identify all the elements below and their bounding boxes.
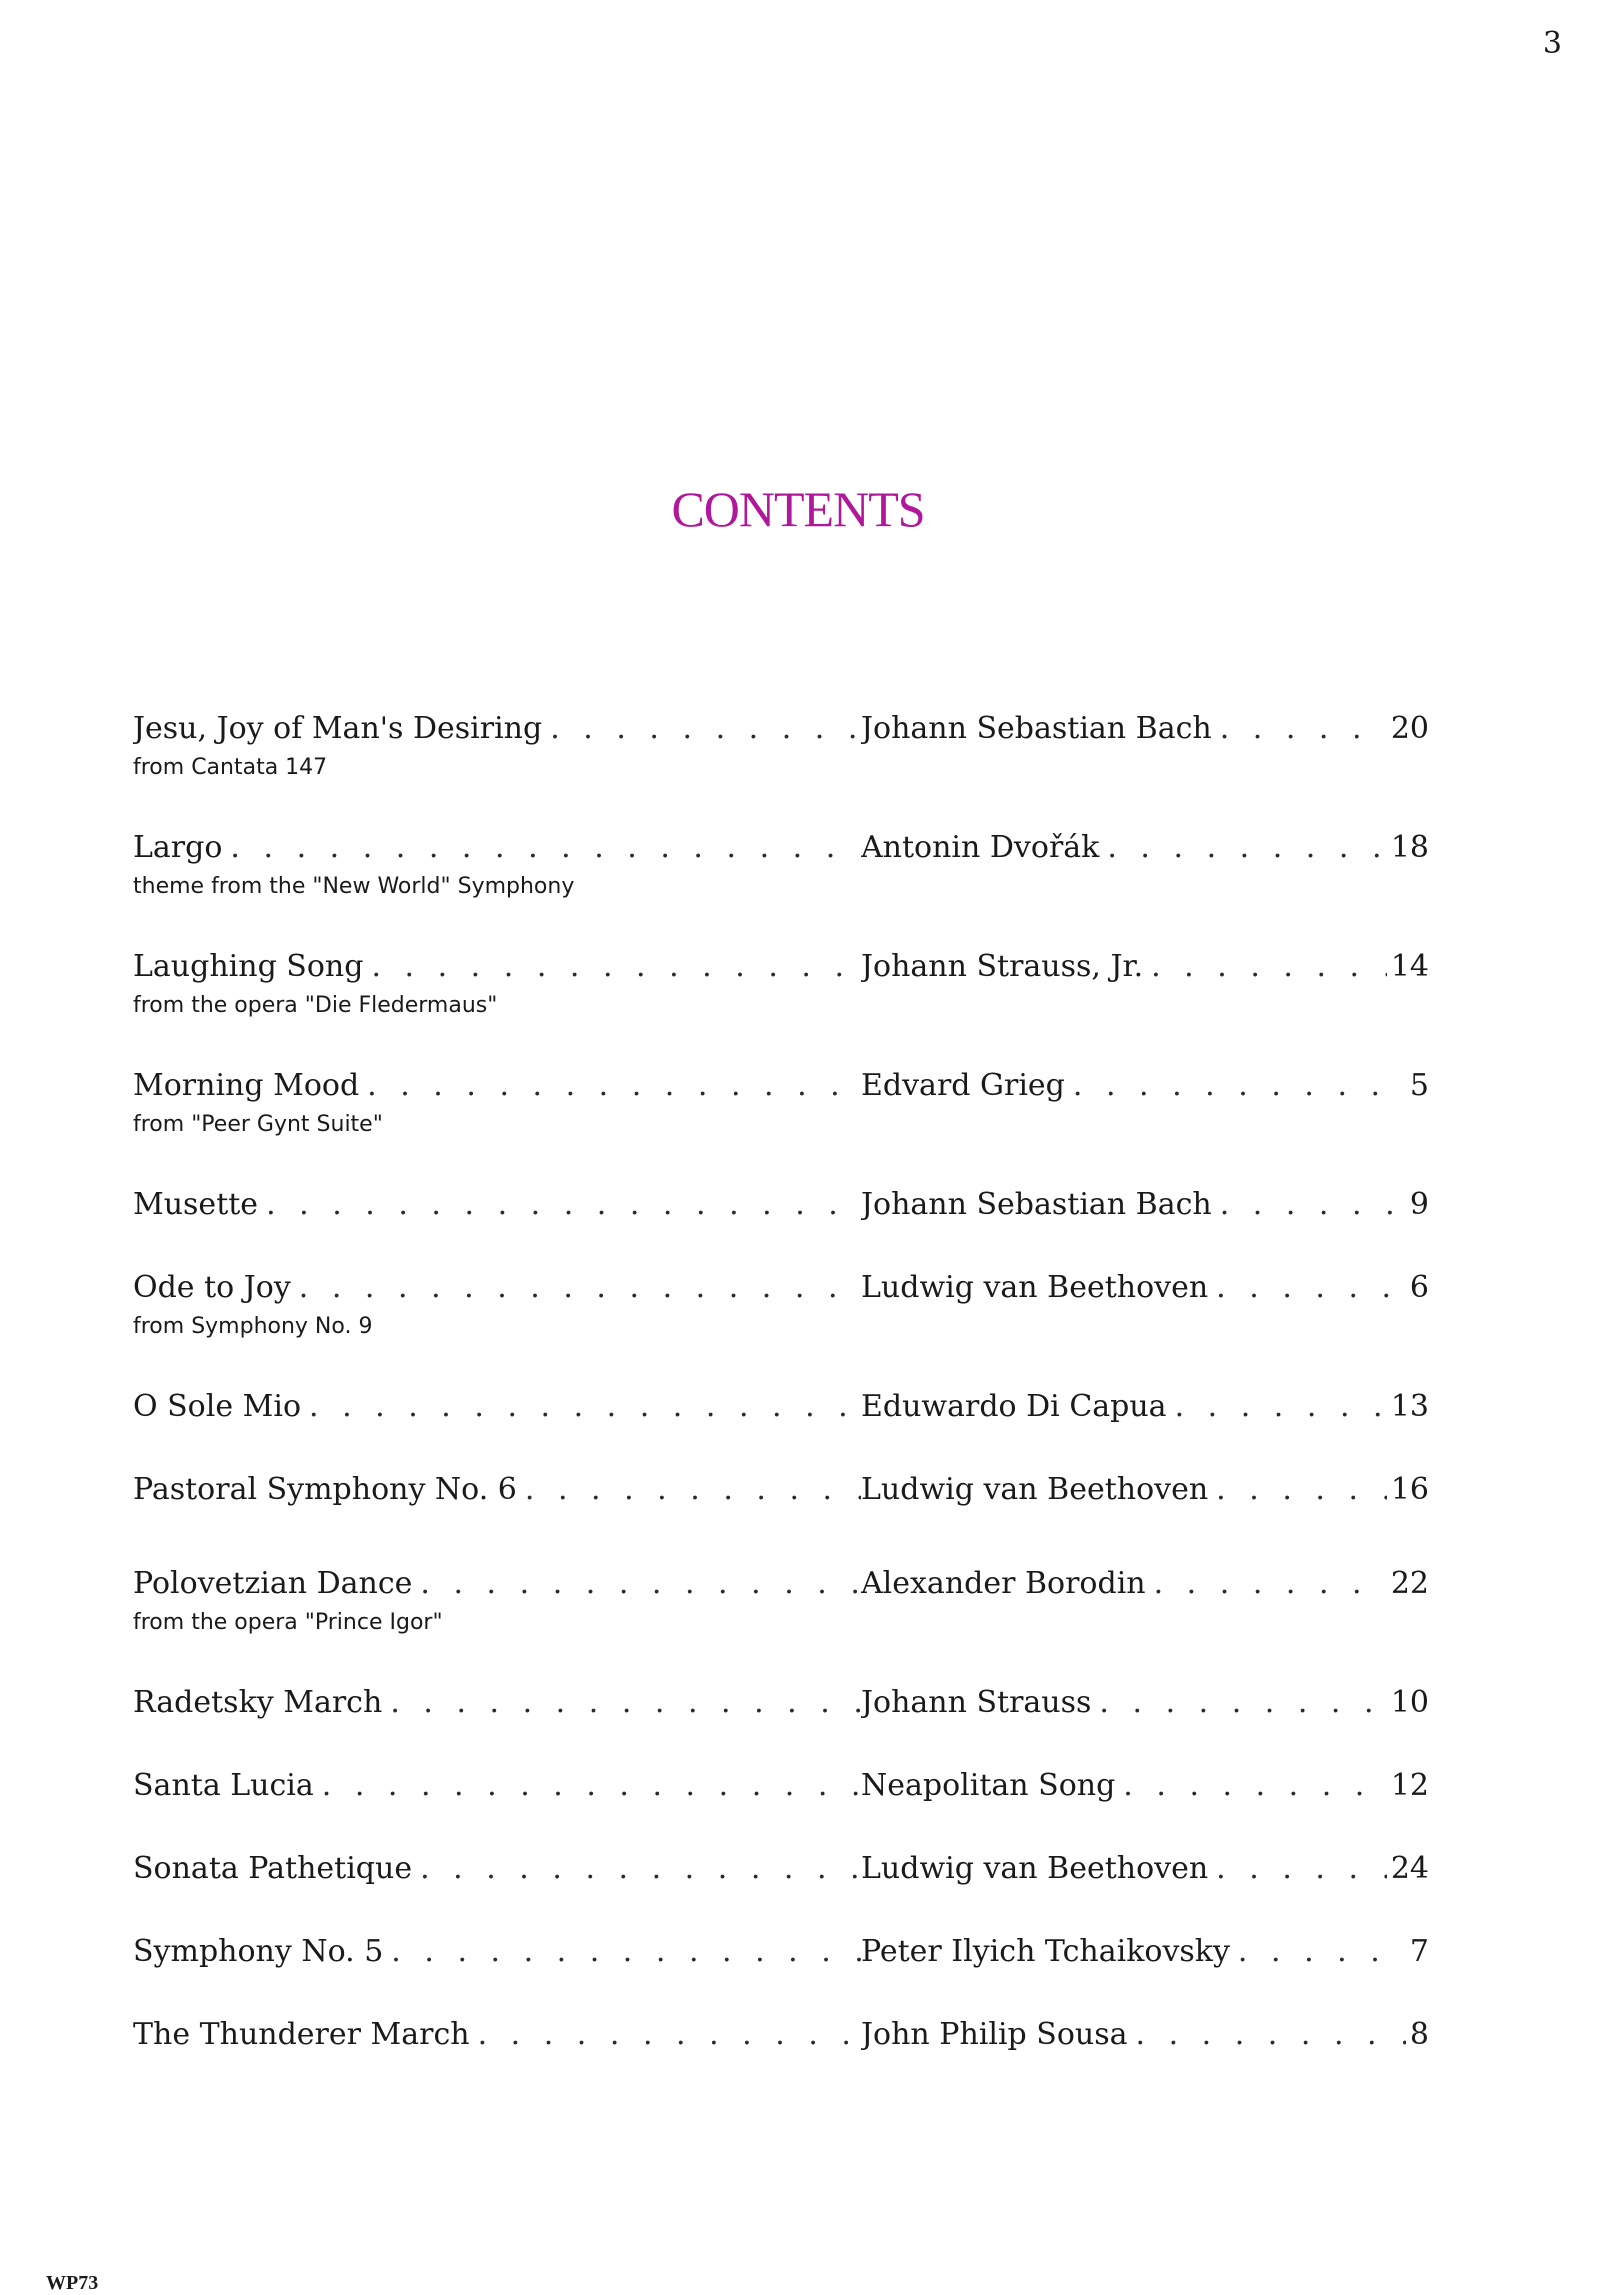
entry-subtitle: from the opera "Prince Igor" xyxy=(133,1610,443,1635)
toc-entry xyxy=(133,1683,1429,1723)
toc-entry xyxy=(133,1470,1429,1510)
dot-leader xyxy=(1216,1268,1406,1308)
entry-composer: Peter Ilyich Tchaikovsky xyxy=(861,1934,1230,1969)
entry-subtitle: theme from the "New World" Symphony xyxy=(133,874,575,899)
entry-page-number: 8 xyxy=(1409,2017,1429,2052)
dot-leader xyxy=(299,1268,861,1308)
toc-entry xyxy=(133,1268,1429,1342)
entry-page-number: 13 xyxy=(1390,1389,1429,1424)
dot-leader xyxy=(1123,1766,1387,1806)
toc-entry xyxy=(133,1564,1429,1638)
entry-page-number: 5 xyxy=(1409,1068,1429,1103)
entry-title: Radetsky March xyxy=(133,1685,383,1720)
dot-leader xyxy=(420,1564,861,1604)
entry-title: Polovetzian Dance xyxy=(133,1566,413,1601)
entry-title: Musette xyxy=(133,1187,259,1222)
toc-entry xyxy=(133,1066,1429,1140)
entry-page-number: 16 xyxy=(1390,1472,1429,1507)
entry-title: The Thunderer March xyxy=(133,2017,470,2052)
entry-composer: Antonin Dvořák xyxy=(861,830,1100,865)
entry-composer: Ludwig van Beethoven xyxy=(861,1270,1209,1305)
entry-subtitle: from Symphony No. 9 xyxy=(133,1314,373,1339)
dot-leader xyxy=(1175,1387,1387,1427)
dot-leader xyxy=(525,1470,861,1510)
entry-page-number: 22 xyxy=(1390,1566,1429,1601)
dot-leader xyxy=(550,709,861,749)
entry-composer: Ludwig van Beethoven xyxy=(861,1472,1209,1507)
entry-title: Symphony No. 5 xyxy=(133,1934,384,1969)
entry-page-number: 24 xyxy=(1390,1851,1429,1886)
entry-page-number: 10 xyxy=(1390,1685,1429,1720)
entry-title: Jesu, Joy of Man's Desiring xyxy=(133,711,543,746)
entry-composer: Johann Sebastian Bach xyxy=(861,711,1212,746)
entry-page-number: 18 xyxy=(1390,830,1429,865)
toc-entry xyxy=(133,1849,1429,1889)
dot-leader xyxy=(391,1932,861,1972)
toc-entry xyxy=(133,1185,1429,1225)
entry-page-number: 12 xyxy=(1390,1768,1429,1803)
dot-leader xyxy=(230,828,861,868)
entry-title: Ode to Joy xyxy=(133,1270,291,1305)
entry-page-number: 20 xyxy=(1390,711,1429,746)
entry-page-number: 9 xyxy=(1409,1187,1429,1222)
entry-title: Pastoral Symphony No. 6 xyxy=(133,1472,517,1507)
entry-subtitle: from the opera "Die Fledermaus" xyxy=(133,993,498,1018)
page-number: 3 xyxy=(1542,26,1562,61)
entry-title: Largo xyxy=(133,830,223,865)
toc-entry xyxy=(133,1387,1429,1427)
entry-subtitle: from Cantata 147 xyxy=(133,755,328,780)
entry-composer: Johann Sebastian Bach xyxy=(861,1187,1212,1222)
entry-page-number: 6 xyxy=(1409,1270,1429,1305)
dot-leader xyxy=(322,1766,861,1806)
dot-leader xyxy=(1073,1066,1406,1106)
entry-title: O Sole Mio xyxy=(133,1389,302,1424)
toc-entry xyxy=(133,2015,1429,2055)
entry-title: Sonata Pathetique xyxy=(133,1851,413,1886)
dot-leader xyxy=(1238,1932,1406,1972)
dot-leader xyxy=(1151,947,1387,987)
dot-leader xyxy=(1216,1849,1387,1889)
entry-composer: Johann Strauss xyxy=(861,1685,1092,1720)
dot-leader xyxy=(266,1185,861,1225)
entry-composer: Alexander Borodin xyxy=(861,1566,1146,1601)
entry-title: Santa Lucia xyxy=(133,1768,314,1803)
toc-entry xyxy=(133,947,1429,1021)
entry-title: Laughing Song xyxy=(133,949,364,984)
dot-leader xyxy=(1216,1470,1387,1510)
entry-title: Morning Mood xyxy=(133,1068,360,1103)
entry-composer: Edvard Grieg xyxy=(861,1068,1065,1103)
toc-entry xyxy=(133,709,1429,783)
entry-page-number: 7 xyxy=(1409,1934,1429,1969)
catalog-code: WP73 xyxy=(46,2272,99,2294)
entry-composer: Eduwardo Di Capua xyxy=(861,1389,1167,1424)
dot-leader xyxy=(367,1066,861,1106)
dot-leader xyxy=(1099,1683,1386,1723)
entry-composer: Neapolitan Song xyxy=(861,1768,1116,1803)
dot-leader xyxy=(1107,828,1386,868)
dot-leader xyxy=(390,1683,861,1723)
dot-leader xyxy=(371,947,861,987)
dot-leader xyxy=(478,2015,861,2055)
dot-leader xyxy=(309,1387,861,1427)
entry-composer: Ludwig van Beethoven xyxy=(861,1851,1209,1886)
toc-entry xyxy=(133,1932,1429,1972)
dot-leader xyxy=(1154,1564,1387,1604)
toc-entry xyxy=(133,828,1429,902)
dot-leader xyxy=(1220,709,1387,749)
toc-entry xyxy=(133,1766,1429,1806)
dot-leader xyxy=(420,1849,861,1889)
entry-page-number: 14 xyxy=(1390,949,1429,984)
entry-composer: Johann Strauss, Jr. xyxy=(861,949,1144,984)
entry-subtitle: from "Peer Gynt Suite" xyxy=(133,1112,383,1137)
dot-leader xyxy=(1220,1185,1406,1225)
contents-heading: CONTENTS xyxy=(671,481,925,537)
entry-composer: John Philip Sousa xyxy=(861,2017,1128,2052)
dot-leader xyxy=(1136,2015,1406,2055)
